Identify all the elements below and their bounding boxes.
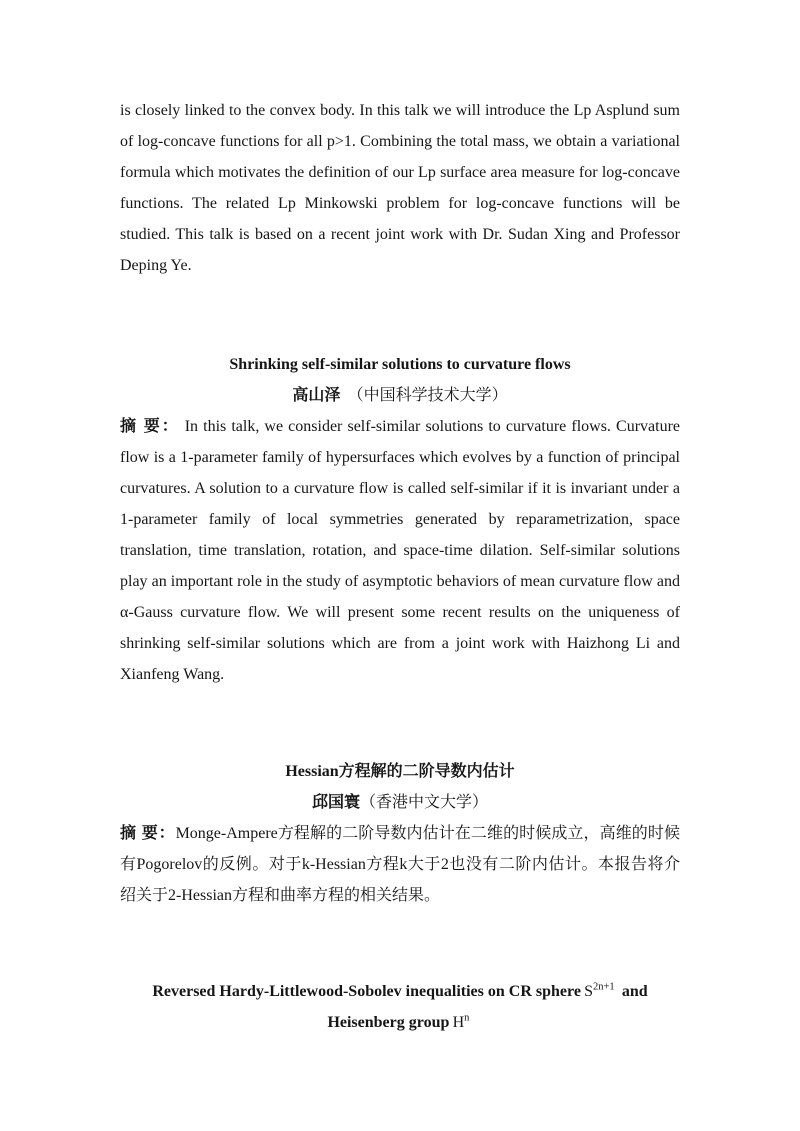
talk3-title-line1-suffix: and xyxy=(621,983,648,1000)
talk1-abstract-text: In this talk, we consider self-similar solutions to curvature flows. Curvature flow is a 1-parameter family of hypersurfaces which evolves by a function of principal curvatures. A solution to a curvature flow is called self-similar if it is invariant under a 1-parameter family of local symmetries generated by reparametrization, space translation, time translation, rotation, and space-time dilation. Self-similar solutions play an important role in the study of asymptotic behaviors of mean curvature flow and α-Gauss curvature flow. We will present some recent results on the uniqueness of shrinking self-similar solutions which are from a joint work with Haizhong Li and Xianfeng Wang. xyxy=(120,418,681,683)
talk3-title-line2 xyxy=(120,1007,680,1038)
sphere-symbol xyxy=(581,983,618,1000)
talk2-affiliation: （香港中文大学） xyxy=(360,794,489,811)
talk1-title: Shrinking self-similar solutions to curvature flows xyxy=(229,356,571,373)
talk3-title-line2-text: Heisenberg group xyxy=(327,1014,450,1031)
talk2-abstract-text: Monge-Ampere方程解的二阶导数内估计在二维的时候成立，高维的时候有Pogorelov的反例。对于k-Hessian方程k大于2也没有二阶内估计。本报告将介绍关于2-Hessian方程和曲率方程的相关结果。 xyxy=(120,825,680,904)
talk2-speaker: 邱国寰 xyxy=(311,794,360,811)
talk1-abstract xyxy=(120,411,680,690)
talk1-speaker: 高山泽 xyxy=(292,387,341,404)
heisenberg-symbol-base: H xyxy=(452,1014,465,1031)
sphere-symbol-base: S xyxy=(584,983,594,1000)
talk1-author-line xyxy=(120,380,680,411)
talk-section-hls-inequalities xyxy=(120,976,680,1038)
talk3-title-line1 xyxy=(120,976,680,1007)
talk-section-curvature-flows xyxy=(120,349,680,690)
talk1-affiliation: （中国科学技术大学） xyxy=(347,387,508,404)
talk2-abstract xyxy=(120,818,680,911)
talk3-title-line1-text: Reversed Hardy-Littlewood-Sobolev inequalities on CR sphere xyxy=(152,983,581,1000)
talk2-author-line xyxy=(120,787,680,818)
talk2-title: Hessian方程解的二阶导数内估计 xyxy=(285,763,515,780)
talk2-abstract-label: 摘 要： xyxy=(120,825,176,842)
talk-section-hessian xyxy=(120,756,680,911)
sphere-symbol-exponent: 2n+1 xyxy=(593,981,615,993)
intro-paragraph: is closely linked to the convex body. In this talk we will introduce the Lp Asplund sum of log-concave functions for all p>1. Combining the total mass, we obtain a variational formula which motivates the definition of our Lp surface area measure for log-concave functions. The related Lp Minkowski problem for log-concave functions will be studied. This talk is based on a recent joint work with Dr. Sudan Xing and Professor Deping Ye. xyxy=(120,102,680,274)
heisenberg-symbol-exponent: n xyxy=(464,1012,470,1024)
heisenberg-symbol xyxy=(449,1014,472,1031)
talk1-abstract-label: 摘 要： xyxy=(120,418,180,435)
